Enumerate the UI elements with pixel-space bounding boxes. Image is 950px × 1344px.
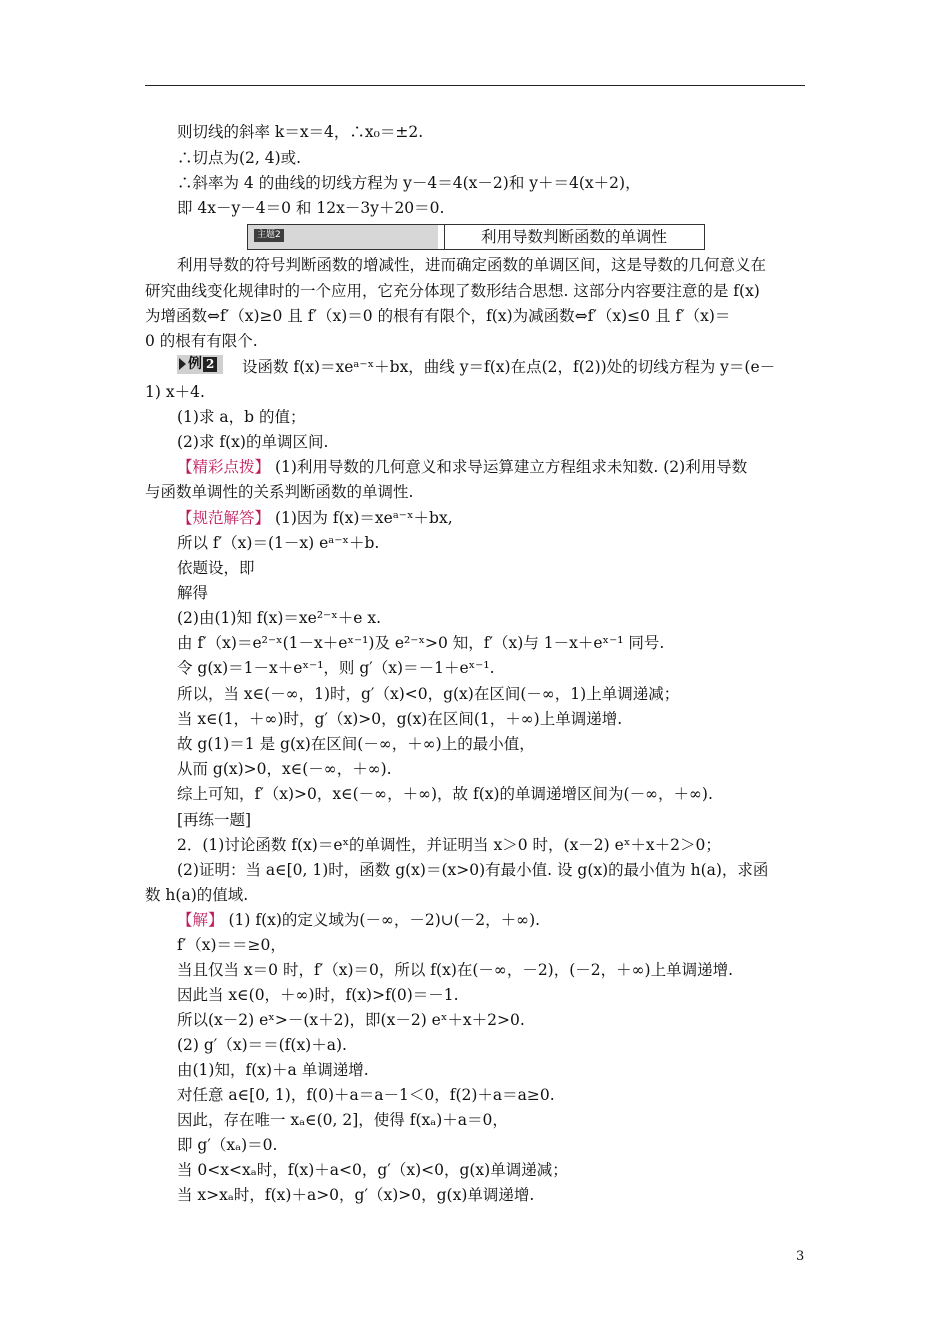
answer-text: 因此当 x∈(0，＋∞)时，f(x)>f(0)＝－1. (177, 986, 459, 1004)
topic-banner (247, 224, 705, 250)
solution-text: 故 g(1)＝1 是 g(x)在区间(－∞，＋∞)上的最小值， (177, 735, 535, 753)
practice-text: 数 h(a)的值域. (145, 886, 249, 904)
answer-text: 当 0<x<xₐ时，f(x)＋a<0，g′（x)<0，g(x)单调递减； (177, 1161, 568, 1179)
solution-text: (1)因为 f(x)＝xeᵃ⁻ˣ＋bx, (274, 509, 453, 527)
practice-text: (2)证明：当 a∈[0, 1)时，函数 g(x)＝(x>0)有最小值. 设 g(x)的最小值为 h(a)，求函 (177, 861, 769, 879)
answer-text: 因此，存在唯一 xₐ∈(0, 2]，使得 f(xₐ)＋a＝0， (177, 1111, 508, 1129)
example-tag (177, 355, 223, 374)
answer-text: 对任意 a∈[0, 1)，f(0)＋a＝a－1＜0，f(2)＋a＝a≥0. (177, 1086, 555, 1104)
text-line: ∴斜率为 4 的曲线的切线方程为 y－4＝4(x－2)和 y＋＝4(x＋2)， (177, 174, 641, 192)
example-label: 例 (188, 356, 202, 372)
intro-line: 为增函数⇔f′（x)≥0 且 f′（x)＝0 的根有有限个，f(x)为减函数⇔f′（x)≤0 且 f′（x)＝ (145, 307, 731, 325)
practice-text: 2．(1)讨论函数 f(x)＝eˣ的单调性，并证明当 x＞0 时，(x－2) eˣ＋x＋2＞0； (177, 836, 721, 854)
hint-label: 【精彩点拨】 (177, 458, 271, 476)
solution-line (177, 507, 453, 529)
intro-line: 0 的根有有限个. (145, 332, 258, 350)
solution-text: 所以，当 x∈(－∞，1)时，g′（x)<0，g(x)在区间(－∞，1)上单调递减； (177, 685, 680, 703)
hint-text: 与函数单调性的关系判断函数的单调性. (145, 483, 414, 501)
question-item: (2)求 f(x)的单调区间. (177, 433, 329, 451)
solution-text: 所以 f′（x)＝(1－x) eᵃ⁻ˣ＋b. (177, 534, 380, 552)
solution-text: 从而 g(x)>0，x∈(－∞，＋∞). (177, 760, 392, 778)
intro-line: 利用导数的符号判断函数的增减性，进而确定函数的单调区间，这是导数的几何意义在 (177, 256, 767, 274)
answer-text: f′（x)＝＝≥0， (177, 936, 286, 954)
answer-line (177, 909, 540, 931)
answer-text: (2) g′（x)＝＝(f(x)＋a). (177, 1036, 347, 1054)
answer-text: 由(1)知，f(x)＋a 单调递增. (177, 1061, 369, 1079)
triangle-icon (179, 358, 186, 370)
page-number: 3 (796, 1249, 805, 1264)
text-line: 则切线的斜率 k＝x＝4，∴x₀＝±2. (177, 123, 424, 141)
text-line: ∴切点为(2, 4)或. (177, 149, 302, 167)
hint-line (177, 456, 747, 478)
example-text: 1) x＋4. (145, 383, 205, 401)
practice-heading: [再练一题] (177, 811, 252, 829)
topic-tag: 主题2 (254, 229, 284, 242)
text-line: 即 4x－y－4＝0 和 12x－3y＋20＝0. (177, 199, 445, 217)
header-rule (145, 85, 805, 86)
answer-text: 当 x>xₐ时，f(x)＋a>0，g′（x)>0，g(x)单调递增. (177, 1186, 535, 1204)
answer-text: 当且仅当 x＝0 时，f′（x)＝0，所以 f(x)在(－∞，－2)，(－2，＋∞)上单调递增. (177, 961, 734, 979)
question-item: (1)求 a，b 的值； (177, 408, 306, 426)
answer-text: 所以(x－2) eˣ>－(x＋2)，即(x－2) eˣ＋x＋2>0. (177, 1011, 525, 1029)
hint-text: (1)利用导数的几何意义和求导运算建立方程组求未知数. (2)利用导数 (274, 458, 748, 476)
answer-text: 即 g′（xₐ)＝0. (177, 1136, 278, 1154)
answer-text: (1) f(x)的定义域为(－∞，－2)∪(－2，＋∞). (228, 911, 541, 929)
solution-text: 综上可知，f′（x)>0，x∈(－∞，＋∞)，故 f(x)的单调递增区间为(－∞，＋∞). (177, 785, 713, 803)
solution-label: 【规范解答】 (177, 509, 271, 527)
answer-label: 【解】 (177, 911, 224, 929)
example-number: 2 (203, 357, 217, 372)
solution-text: 令 g(x)＝1－x＋eˣ⁻¹，则 g′（x)＝－1＋eˣ⁻¹. (177, 659, 495, 677)
solution-text: (2)由(1)知 f(x)＝xe²⁻ˣ＋e x. (177, 609, 382, 627)
solution-text: 由 f′（x)＝e²⁻ˣ(1－x＋eˣ⁻¹)及 e²⁻ˣ>0 知，f′（x)与 1－x＋eˣ⁻¹ 同号. (177, 634, 665, 652)
solution-text: 依题设，即 (177, 559, 255, 577)
solution-text: 解得 (177, 584, 209, 602)
intro-line: 研究曲线变化规律时的一个应用，它充分体现了数形结合思想. 这部分内容要注意的是 f(x) (145, 282, 760, 300)
example-text: 设函数 f(x)＝xeᵃ⁻ˣ＋bx，曲线 y＝f(x)在点(2，f(2))处的切线方程为 y＝(e－ (242, 358, 776, 376)
topic-title: 利用导数判断函数的单调性 (480, 228, 667, 246)
solution-text: 当 x∈(1，＋∞)时，g′（x)>0，g(x)在区间(1，＋∞)上单调递增. (177, 710, 623, 728)
